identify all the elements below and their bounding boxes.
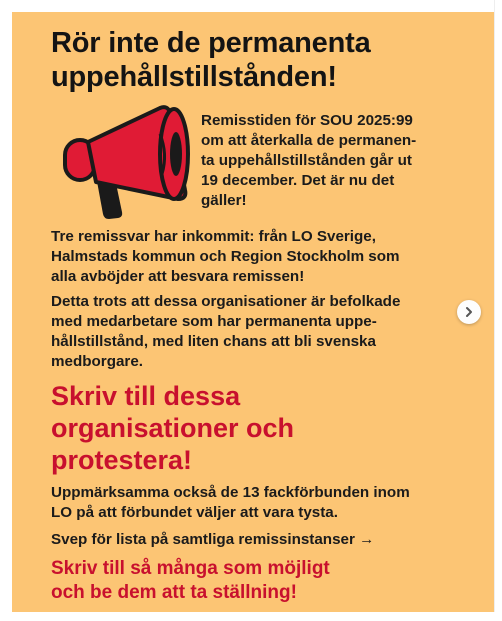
page-top-margin [0,0,502,12]
closing-call-to-action: Skriv till så många som möjligt och be dem att ta ställning! [51,558,330,603]
responses-paragraph: Tre remissvar har inkommit: från LO Sverige, Halmstads kommun och Region Stockholm som alla avböjder att besvara remissen! [51,228,400,285]
deadline-paragraph: Remisstiden för SOU 2025:99 om att återkalla de permanen- ta uppehållstillstånden går ut 19 december. Det är nu det gäller! [201,112,417,209]
page-right-margin [494,0,502,621]
unions-paragraph: Uppmärksamma också de 13 fackförbunden inom LO på att förbundet väljer att vara tysta. [51,484,410,521]
page-bottom-margin [0,612,502,621]
chevron-right-icon [463,306,475,318]
despite-paragraph: Detta trots att dessa organisationer är befolkade med medarbetare som har permanenta uppe- hållstillstånd, med liten chans att bli svenska medborgare. [51,293,401,370]
carousel-next-button[interactable] [457,300,481,324]
call-to-write-heading: Skriv till dessa organisationer och protestera! [51,381,295,475]
poster-title: Rör inte de permanenta uppehållstillstånden! [51,27,371,93]
megaphone-icon [52,104,197,219]
swipe-hint: Svep för lista på samtliga remissinstanser → [51,531,375,548]
